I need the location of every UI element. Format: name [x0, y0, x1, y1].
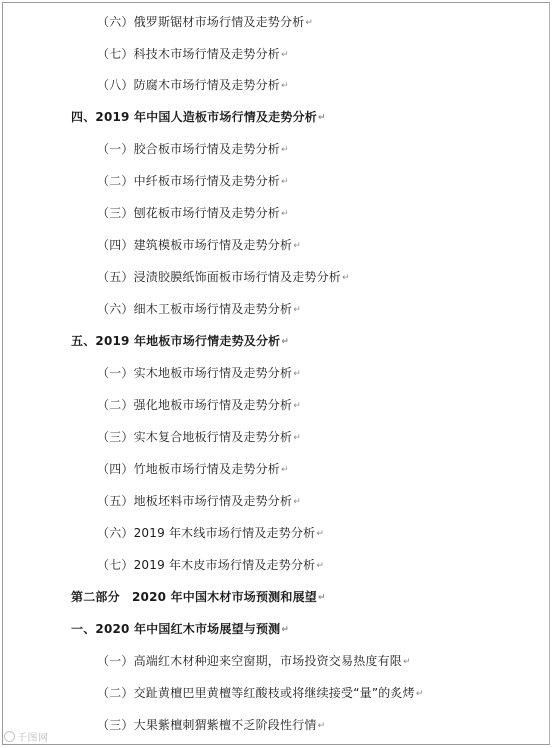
paragraph-mark: ↵ [305, 18, 314, 28]
paragraph-mark: ↵ [316, 561, 325, 571]
toc-line: （二）强化地板市场行情及走势分析↵ [97, 398, 301, 412]
paragraph-mark: ↵ [293, 305, 301, 315]
paragraph-mark: ↵ [317, 721, 326, 731]
paragraph-mark: ↵ [281, 177, 289, 187]
paragraph-mark: ↵ [281, 145, 289, 155]
toc-line: （二）中纤板市场行情及走势分析↵ [97, 174, 289, 188]
paragraph-mark: ↵ [281, 209, 289, 219]
paragraph-mark: ↵ [415, 689, 424, 699]
toc-line: （三）刨花板市场行情及走势分析↵ [97, 206, 289, 220]
toc-line: （六）细木工板市场行情及走势分析↵ [97, 302, 301, 316]
paragraph-mark: ↵ [403, 657, 411, 667]
toc-heading: 第二部分 2020 年中国木材市场预测和展望↵ [71, 590, 326, 604]
toc-line: （五）地板坯料市场行情及走势分析↵ [97, 494, 301, 508]
toc-line: （六）俄罗斯锯材市场行情及走势分析↵ [97, 15, 314, 29]
toc-heading: 一、2020 年中国红木市场展望与预测↵ [71, 622, 290, 636]
watermark: 千图网 [4, 729, 49, 744]
toc-line: （三）大果紫檀刺猬紫檀不乏阶段性行情↵ [97, 718, 326, 732]
toc-line: （一）实木地板市场行情及走势分析↵ [97, 366, 301, 380]
paragraph-mark: ↵ [281, 625, 290, 635]
toc-line: （五）浸渍胶膜纸饰面板市场行情及走势分析↵ [97, 270, 350, 284]
watermark-logo-icon [4, 731, 15, 742]
toc-line: （一）胶合板市场行情及走势分析↵ [97, 142, 289, 156]
paragraph-mark: ↵ [293, 369, 301, 379]
toc-line: （八）防腐木市场行情及走势分析↵ [97, 78, 289, 92]
paragraph-mark: ↵ [316, 529, 325, 539]
paragraph-mark: ↵ [281, 465, 289, 475]
toc-heading: 四、2019 年中国人造板市场行情及走势分析↵ [71, 110, 326, 124]
toc-line: （四）竹地板市场行情及走势分析↵ [97, 462, 289, 476]
paragraph-mark: ↵ [293, 497, 301, 507]
paragraph-mark: ↵ [317, 593, 326, 603]
paragraph-mark: ↵ [281, 337, 290, 347]
paragraph-mark: ↵ [317, 113, 326, 123]
paragraph-mark: ↵ [293, 401, 301, 411]
paragraph-mark: ↵ [293, 241, 301, 251]
paragraph-mark: ↵ [281, 81, 289, 91]
paragraph-mark: ↵ [293, 433, 301, 443]
toc-heading: 五、2019 年地板市场行情走势及分析↵ [71, 334, 290, 348]
toc-line: （三）实木复合地板行情及走势分析↵ [97, 430, 301, 444]
toc-line: （七）2019 年木皮市场行情及走势分析↵ [97, 558, 325, 572]
toc-line: （六）2019 年木线市场行情及走势分析↵ [97, 526, 325, 540]
toc-line: （一）高端红木材种迎来空窗期，市场投资交易热度有限↵ [97, 654, 411, 668]
paragraph-mark: ↵ [342, 273, 350, 283]
toc-line: （四）建筑模板市场行情及走势分析↵ [97, 238, 301, 252]
toc-line: （七）科技木市场行情及走势分析↵ [97, 47, 289, 61]
paragraph-mark: ↵ [281, 50, 289, 60]
toc-line: （二）交趾黄檀巴里黄檀等红酸枝或将继续接受“量”的炙烤↵ [97, 686, 424, 700]
